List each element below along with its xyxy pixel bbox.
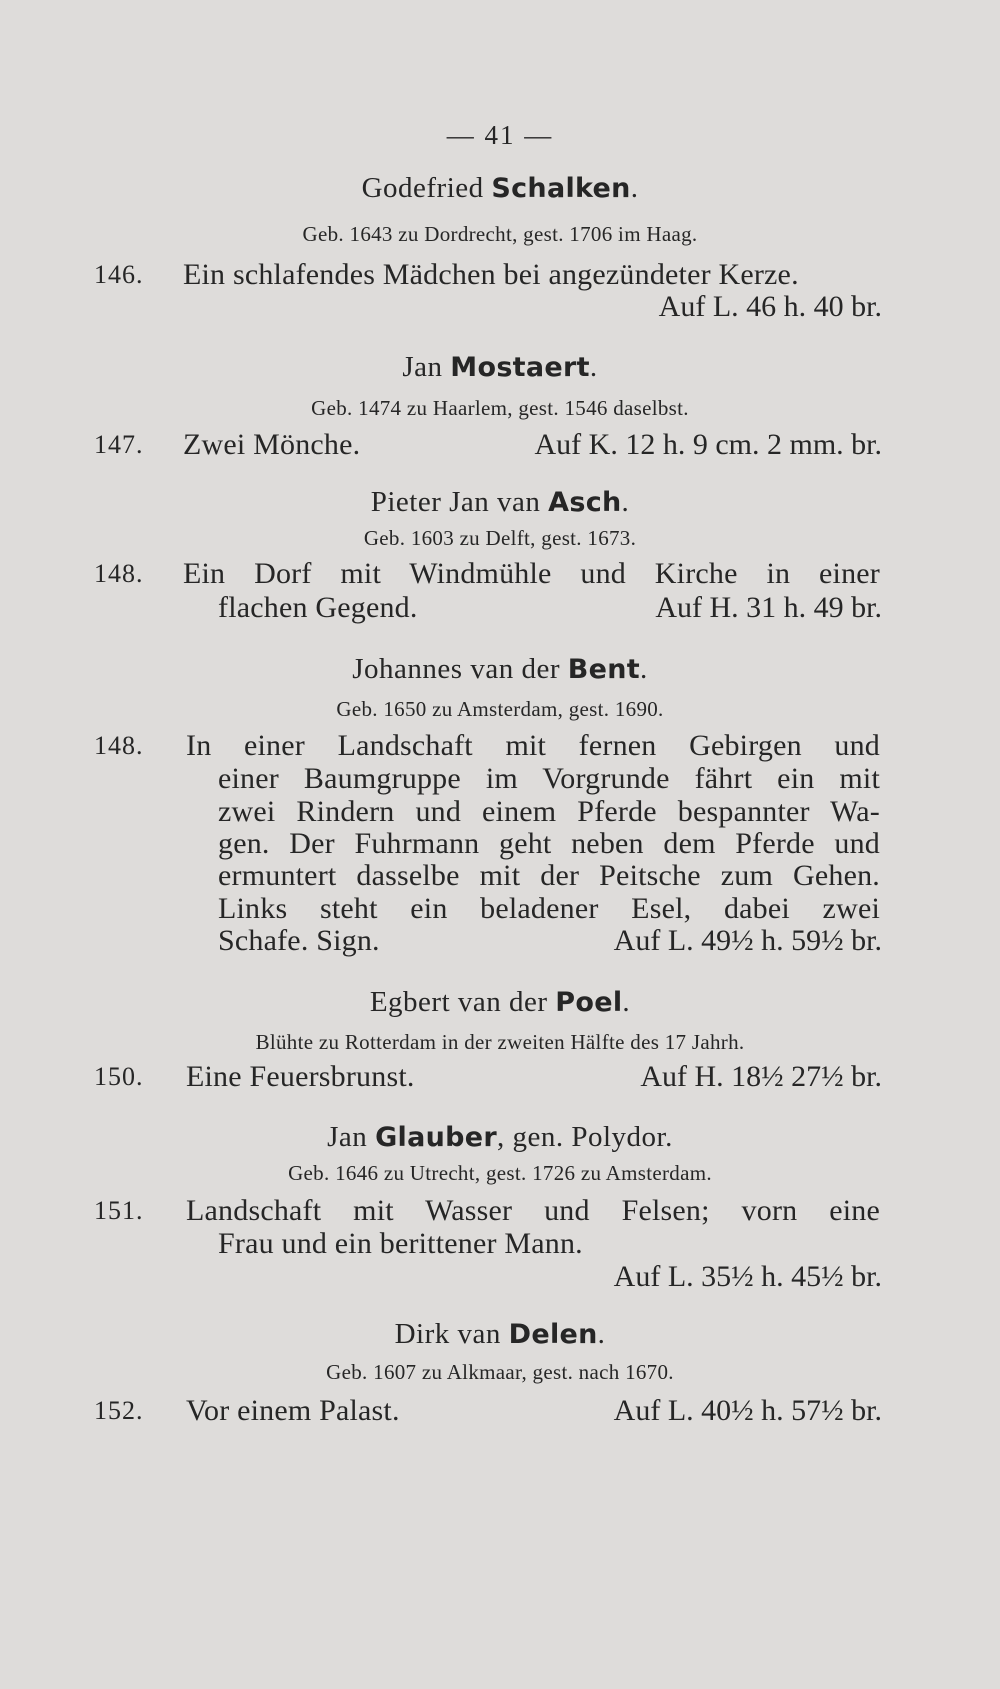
entry-text-line: Schafe. Sign. (218, 924, 380, 957)
entry-measure: Auf H. 31 h. 49 br. (655, 591, 882, 624)
artist-name-suffix: . (639, 653, 648, 685)
artist-surname: Poel (555, 987, 623, 1018)
artist-name-suffix: . (622, 986, 631, 1018)
entry-text-line: Links steht ein beladener Esel, dabei zwei (218, 892, 880, 925)
entry-number: 148. (94, 559, 144, 588)
catalog-entry-continued (0, 924, 1000, 964)
catalog-entry (0, 428, 1000, 468)
entry-text-line: Landschaft mit Wasser und Felsen; vorn eine (186, 1194, 880, 1227)
artist-bio: Geb. 1603 zu Delft, gest. 1673. (363, 526, 637, 550)
entry-number: 146. (94, 260, 144, 289)
artist-name-prefix: Egbert van der (369, 986, 556, 1018)
artist-name-suffix: . (597, 1318, 606, 1350)
artist-name-suffix: . (621, 486, 630, 518)
entry-measure: Auf L. 35½ h. 45½ br. (613, 1260, 882, 1293)
artist-name-prefix: Jan (327, 1121, 376, 1153)
entry-title-line: Ein schlafendes Mädchen bei angezündeter Kerze. (183, 258, 799, 291)
entry-title-line: Eine Feuersbrunst. (186, 1060, 415, 1093)
entry-measure: Auf L. 40½ h. 57½ br. (613, 1394, 882, 1427)
artist-heading (0, 986, 1000, 1019)
artist-heading (0, 486, 1000, 519)
artist-heading (0, 351, 1000, 384)
page-number: — 41 — (446, 120, 554, 150)
artist-bio: Blühte zu Rotterdam in der zweiten Hälfte des 17 Jahrh. (255, 1030, 745, 1054)
artist-bio: Geb. 1650 zu Amsterdam, gest. 1690. (336, 697, 664, 721)
entry-title-line: Vor einem Palast. (186, 1394, 400, 1427)
entry-title-line: Zwei Mönche. (183, 428, 361, 461)
artist-name-suffix: . (589, 351, 598, 383)
entry-text-line: zwei Rindern und einem Pferde bespannter Wa- (218, 795, 880, 828)
artist-heading (0, 653, 1000, 686)
artist-heading (0, 1121, 1000, 1154)
entry-measure: Auf K. 12 h. 9 cm. 2 mm. br. (534, 428, 882, 461)
entry-number: 148. (94, 731, 144, 760)
artist-name-suffix: . (630, 172, 639, 204)
entry-number: 151. (94, 1196, 144, 1225)
artist-name-prefix: Godefried (361, 172, 492, 204)
artist-name-prefix: Johannes van der (352, 653, 568, 685)
entry-text-line: Ein Dorf mit Windmühle und Kirche in einer (183, 557, 880, 590)
artist-bio: Geb. 1643 zu Dordrecht, gest. 1706 im Haag. (302, 222, 698, 246)
entry-number: 152. (94, 1396, 144, 1425)
artist-surname: Bent (567, 654, 640, 685)
artist-surname: Delen (508, 1319, 598, 1350)
artist-surname: Asch (548, 487, 622, 518)
entry-measure: Auf L. 49½ h. 59½ br. (613, 924, 882, 957)
entry-number: 147. (94, 430, 144, 459)
artist-surname: Mostaert (450, 352, 590, 383)
entry-text-line: einer Baumgruppe im Vorgrunde fährt ein mit (218, 762, 880, 795)
artist-surname: Glauber (375, 1122, 497, 1153)
artist-heading (0, 1318, 1000, 1351)
entry-measure-row (0, 290, 1000, 330)
artist-name-prefix: Jan (402, 351, 451, 383)
entry-text-line: Frau und ein berittener Mann. (218, 1227, 583, 1260)
entry-measure: Auf L. 46 h. 40 br. (658, 290, 882, 323)
entry-number: 150. (94, 1062, 144, 1091)
entry-text-line: gen. Der Fuhrmann geht neben dem Pferde und (218, 827, 880, 860)
entry-text-line: flachen Gegend. (218, 591, 418, 624)
artist-surname: Schalken (491, 173, 631, 204)
artist-bio: Geb. 1646 zu Utrecht, gest. 1726 zu Amsterdam. (288, 1161, 712, 1185)
entry-text-line: ermuntert dasselbe mit der Peitsche zum Gehen. (218, 859, 880, 892)
artist-heading (0, 172, 1000, 205)
catalog-entry (0, 1394, 1000, 1434)
artist-bio: Geb. 1474 zu Haarlem, gest. 1546 daselbst. (311, 396, 689, 420)
artist-name-suffix: , gen. Polydor. (496, 1121, 673, 1153)
entry-text-line: In einer Landschaft mit fernen Gebirgen und (186, 729, 880, 762)
artist-name-prefix: Dirk van (394, 1318, 509, 1350)
entry-measure: Auf H. 18½ 27½ br. (640, 1060, 882, 1093)
entry-measure-row (0, 1260, 1000, 1300)
artist-name-prefix: Pieter Jan van (370, 486, 549, 518)
catalog-entry (0, 1060, 1000, 1100)
artist-bio: Geb. 1607 zu Alkmaar, gest. nach 1670. (326, 1360, 674, 1384)
catalog-entry-continued (0, 591, 1000, 631)
